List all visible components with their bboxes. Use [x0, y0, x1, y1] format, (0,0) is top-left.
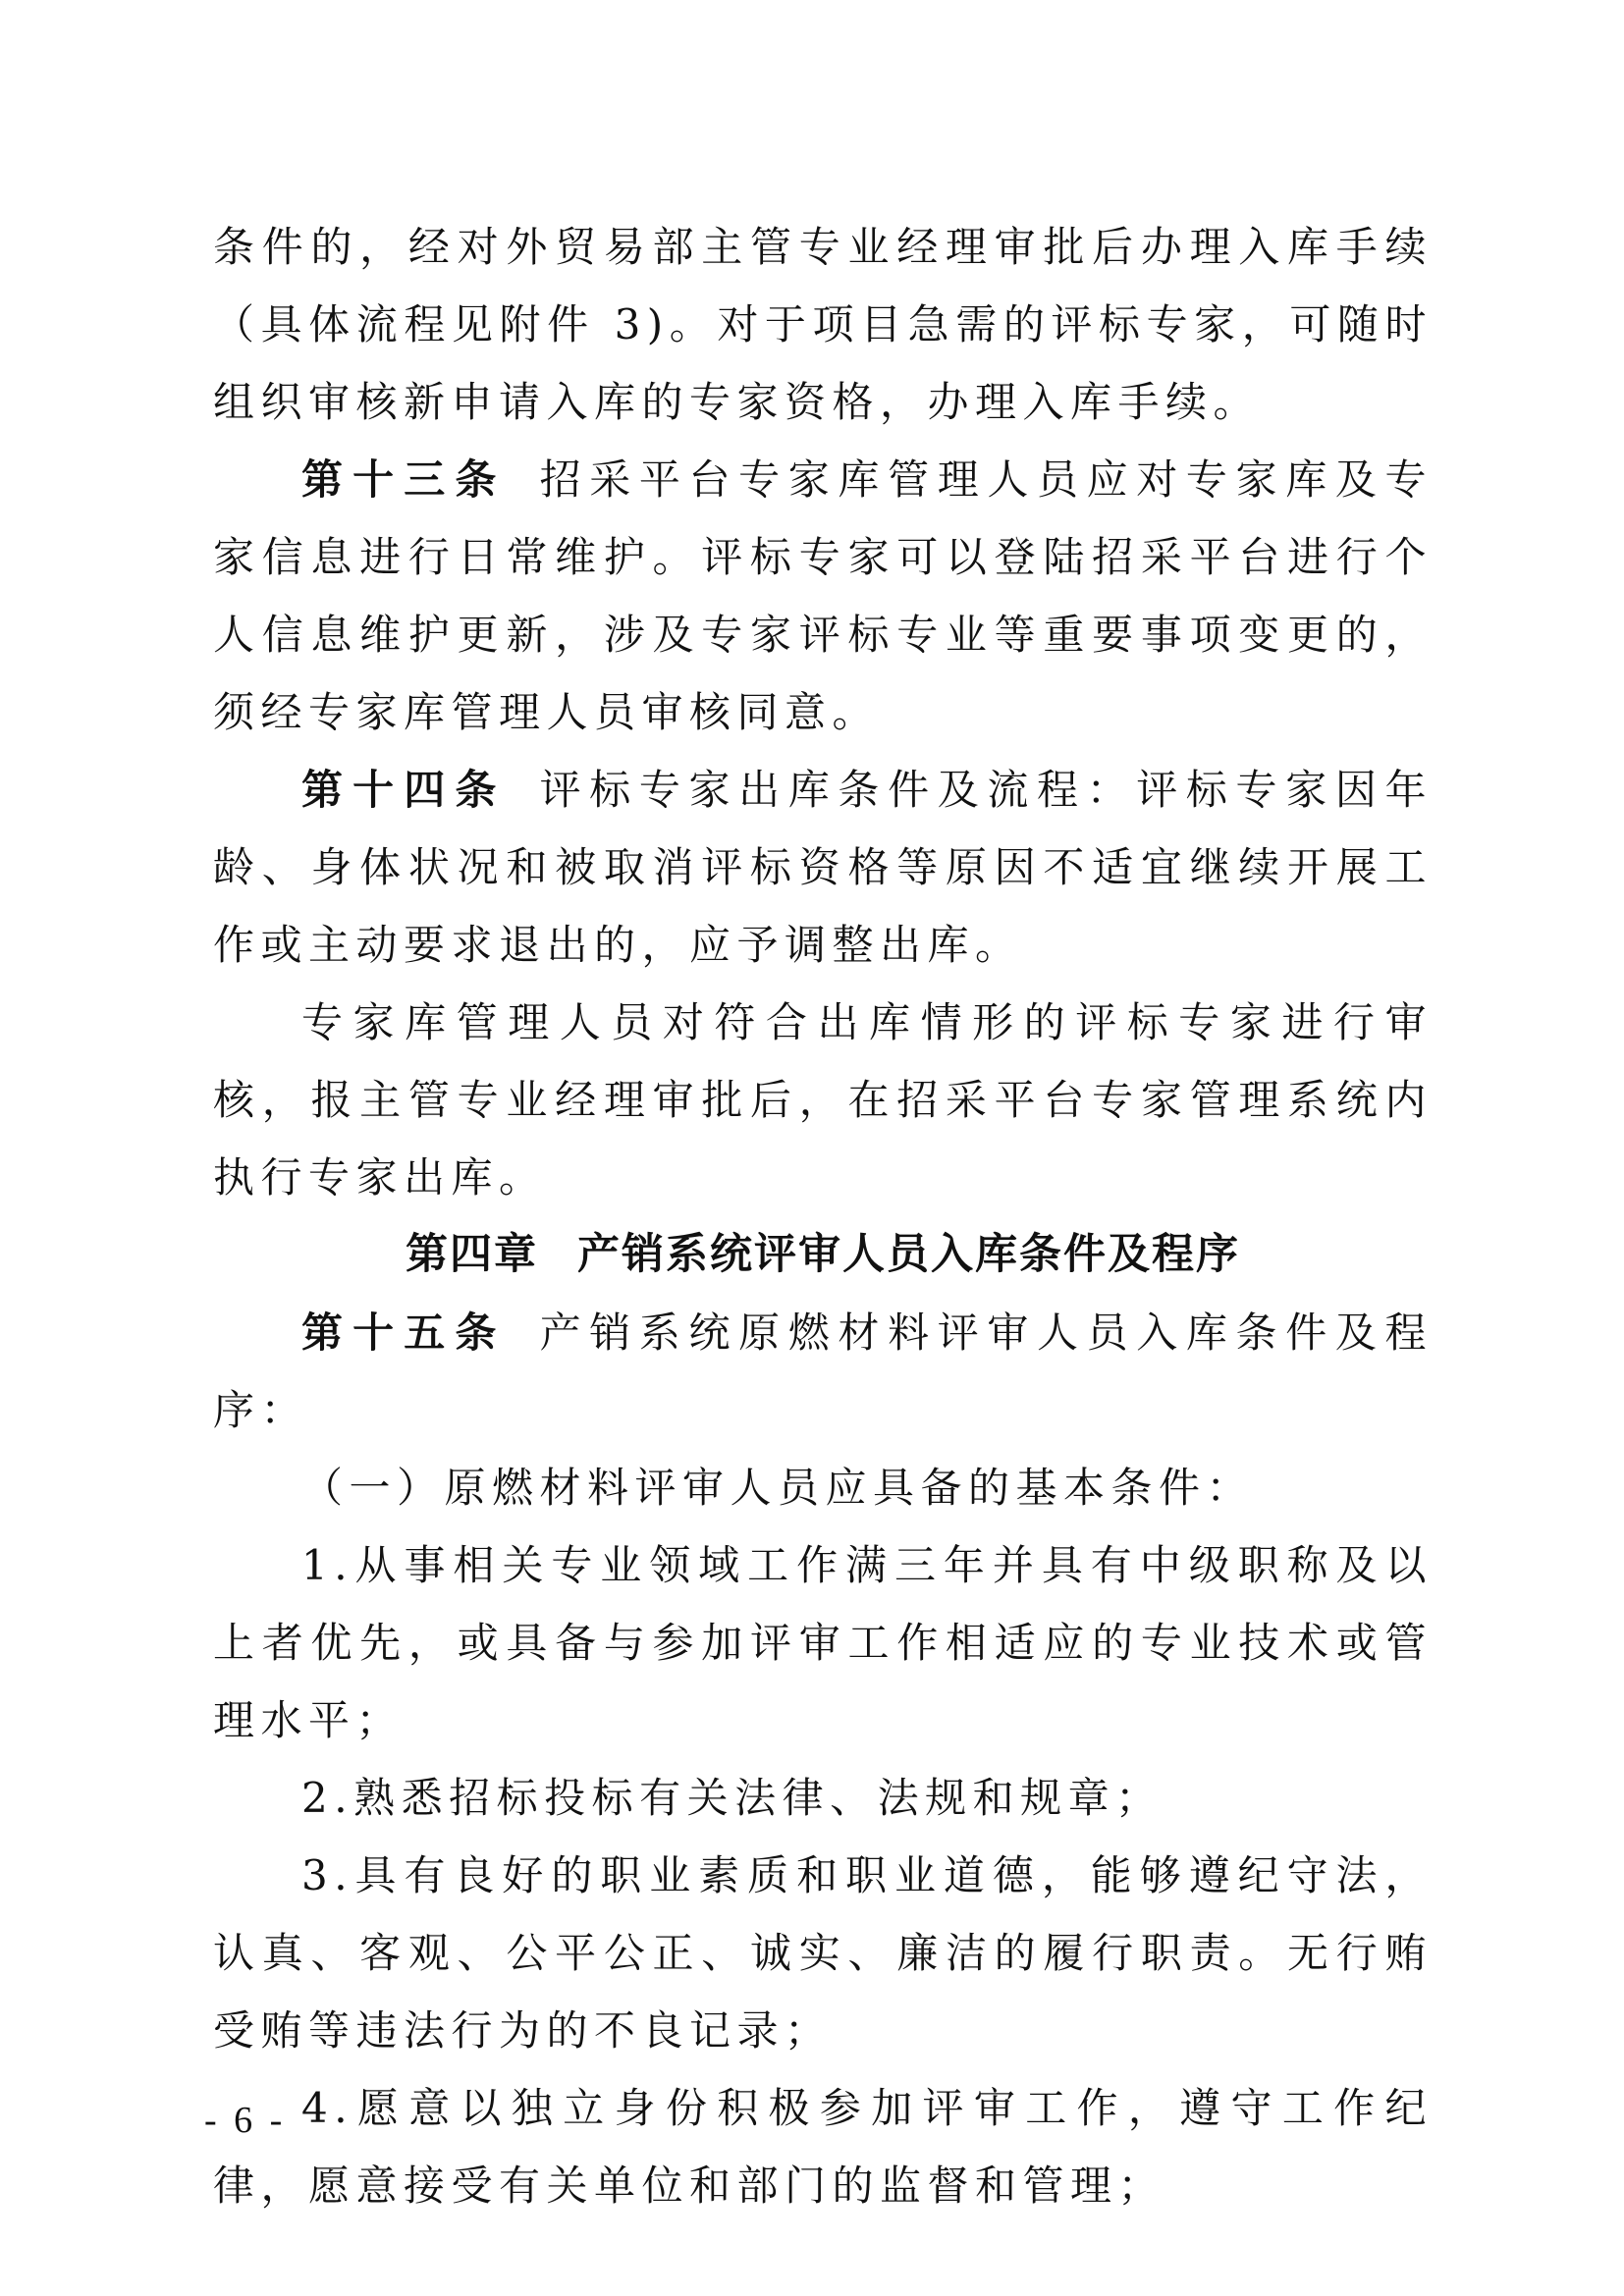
article-14	[213, 751, 1433, 984]
list-heading	[213, 1449, 1433, 1526]
chapter-number: 第四章	[406, 1230, 538, 1279]
article-label: 第十四条	[301, 766, 507, 814]
article-13	[213, 441, 1433, 751]
paragraph-text: 1.从事相关专业领域工作满三年并具有中级职称及以上者优先，或具备与参加评审工作相适应的专业技术或管理水平；	[213, 1541, 1433, 1744]
paragraph-text: 评标专家出库条件及流程：评标专家因年龄、身体状况和被取消评标资格等原因不适宜继续开展工作或主动要求退出的，应予调整出库。	[213, 766, 1433, 969]
paragraph	[213, 208, 1433, 441]
page-number: - 6 -	[204, 2100, 287, 2141]
article-15	[213, 1294, 1433, 1449]
list-item	[213, 1526, 1433, 1759]
list-item	[213, 1759, 1433, 1837]
paragraph-text: （一）原燃材料评审人员应具备的基本条件：	[301, 1464, 1255, 1512]
chapter-title: 产销系统评审人员入库条件及程序	[577, 1230, 1240, 1279]
paragraph-text: 专家库管理人员对符合出库情形的评标专家进行审核，报主管专业经理审批后，在招采平台专家管理系统内执行专家出库。	[213, 998, 1433, 1201]
paragraph-text: 产销系统原燃材料评审人员入库条件及程序：	[213, 1308, 1433, 1434]
paragraph	[213, 984, 1433, 1216]
article-label: 第十三条	[301, 455, 507, 504]
list-item	[213, 1837, 1433, 2069]
paragraph-text: 3.具有良好的职业素质和职业道德，能够遵纪守法，认真、客观、公平公正、诚实、廉洁的履行职责。无行贿受贿等违法行为的不良记录；	[213, 1851, 1433, 2055]
paragraph-text: 条件的，经对外贸易部主管专业经理审批后办理入库手续（具体流程见附件 3)。对于项目急需的评标专家，可随时组织审核新申请入库的专家资格，办理入库手续。	[213, 223, 1433, 426]
list-item	[213, 2069, 1433, 2224]
article-label: 第十五条	[301, 1308, 507, 1357]
document-body	[213, 208, 1433, 2224]
paragraph-text: 2.熟悉招标投标有关法律、法规和规章；	[301, 1774, 1164, 1822]
paragraph-text: 招采平台专家库管理人员应对专家库及专家信息进行日常维护。评标专家可以登陆招采平台进行个人信息维护更新，涉及专家评标专业等重要事项变更的，须经专家库管理人员审核同意。	[213, 455, 1433, 736]
paragraph-text: 4.愿意以独立身份积极参加评审工作，遵守工作纪律，愿意接受有关单位和部门的监督和管理；	[213, 2084, 1433, 2210]
chapter-heading	[213, 1216, 1433, 1294]
